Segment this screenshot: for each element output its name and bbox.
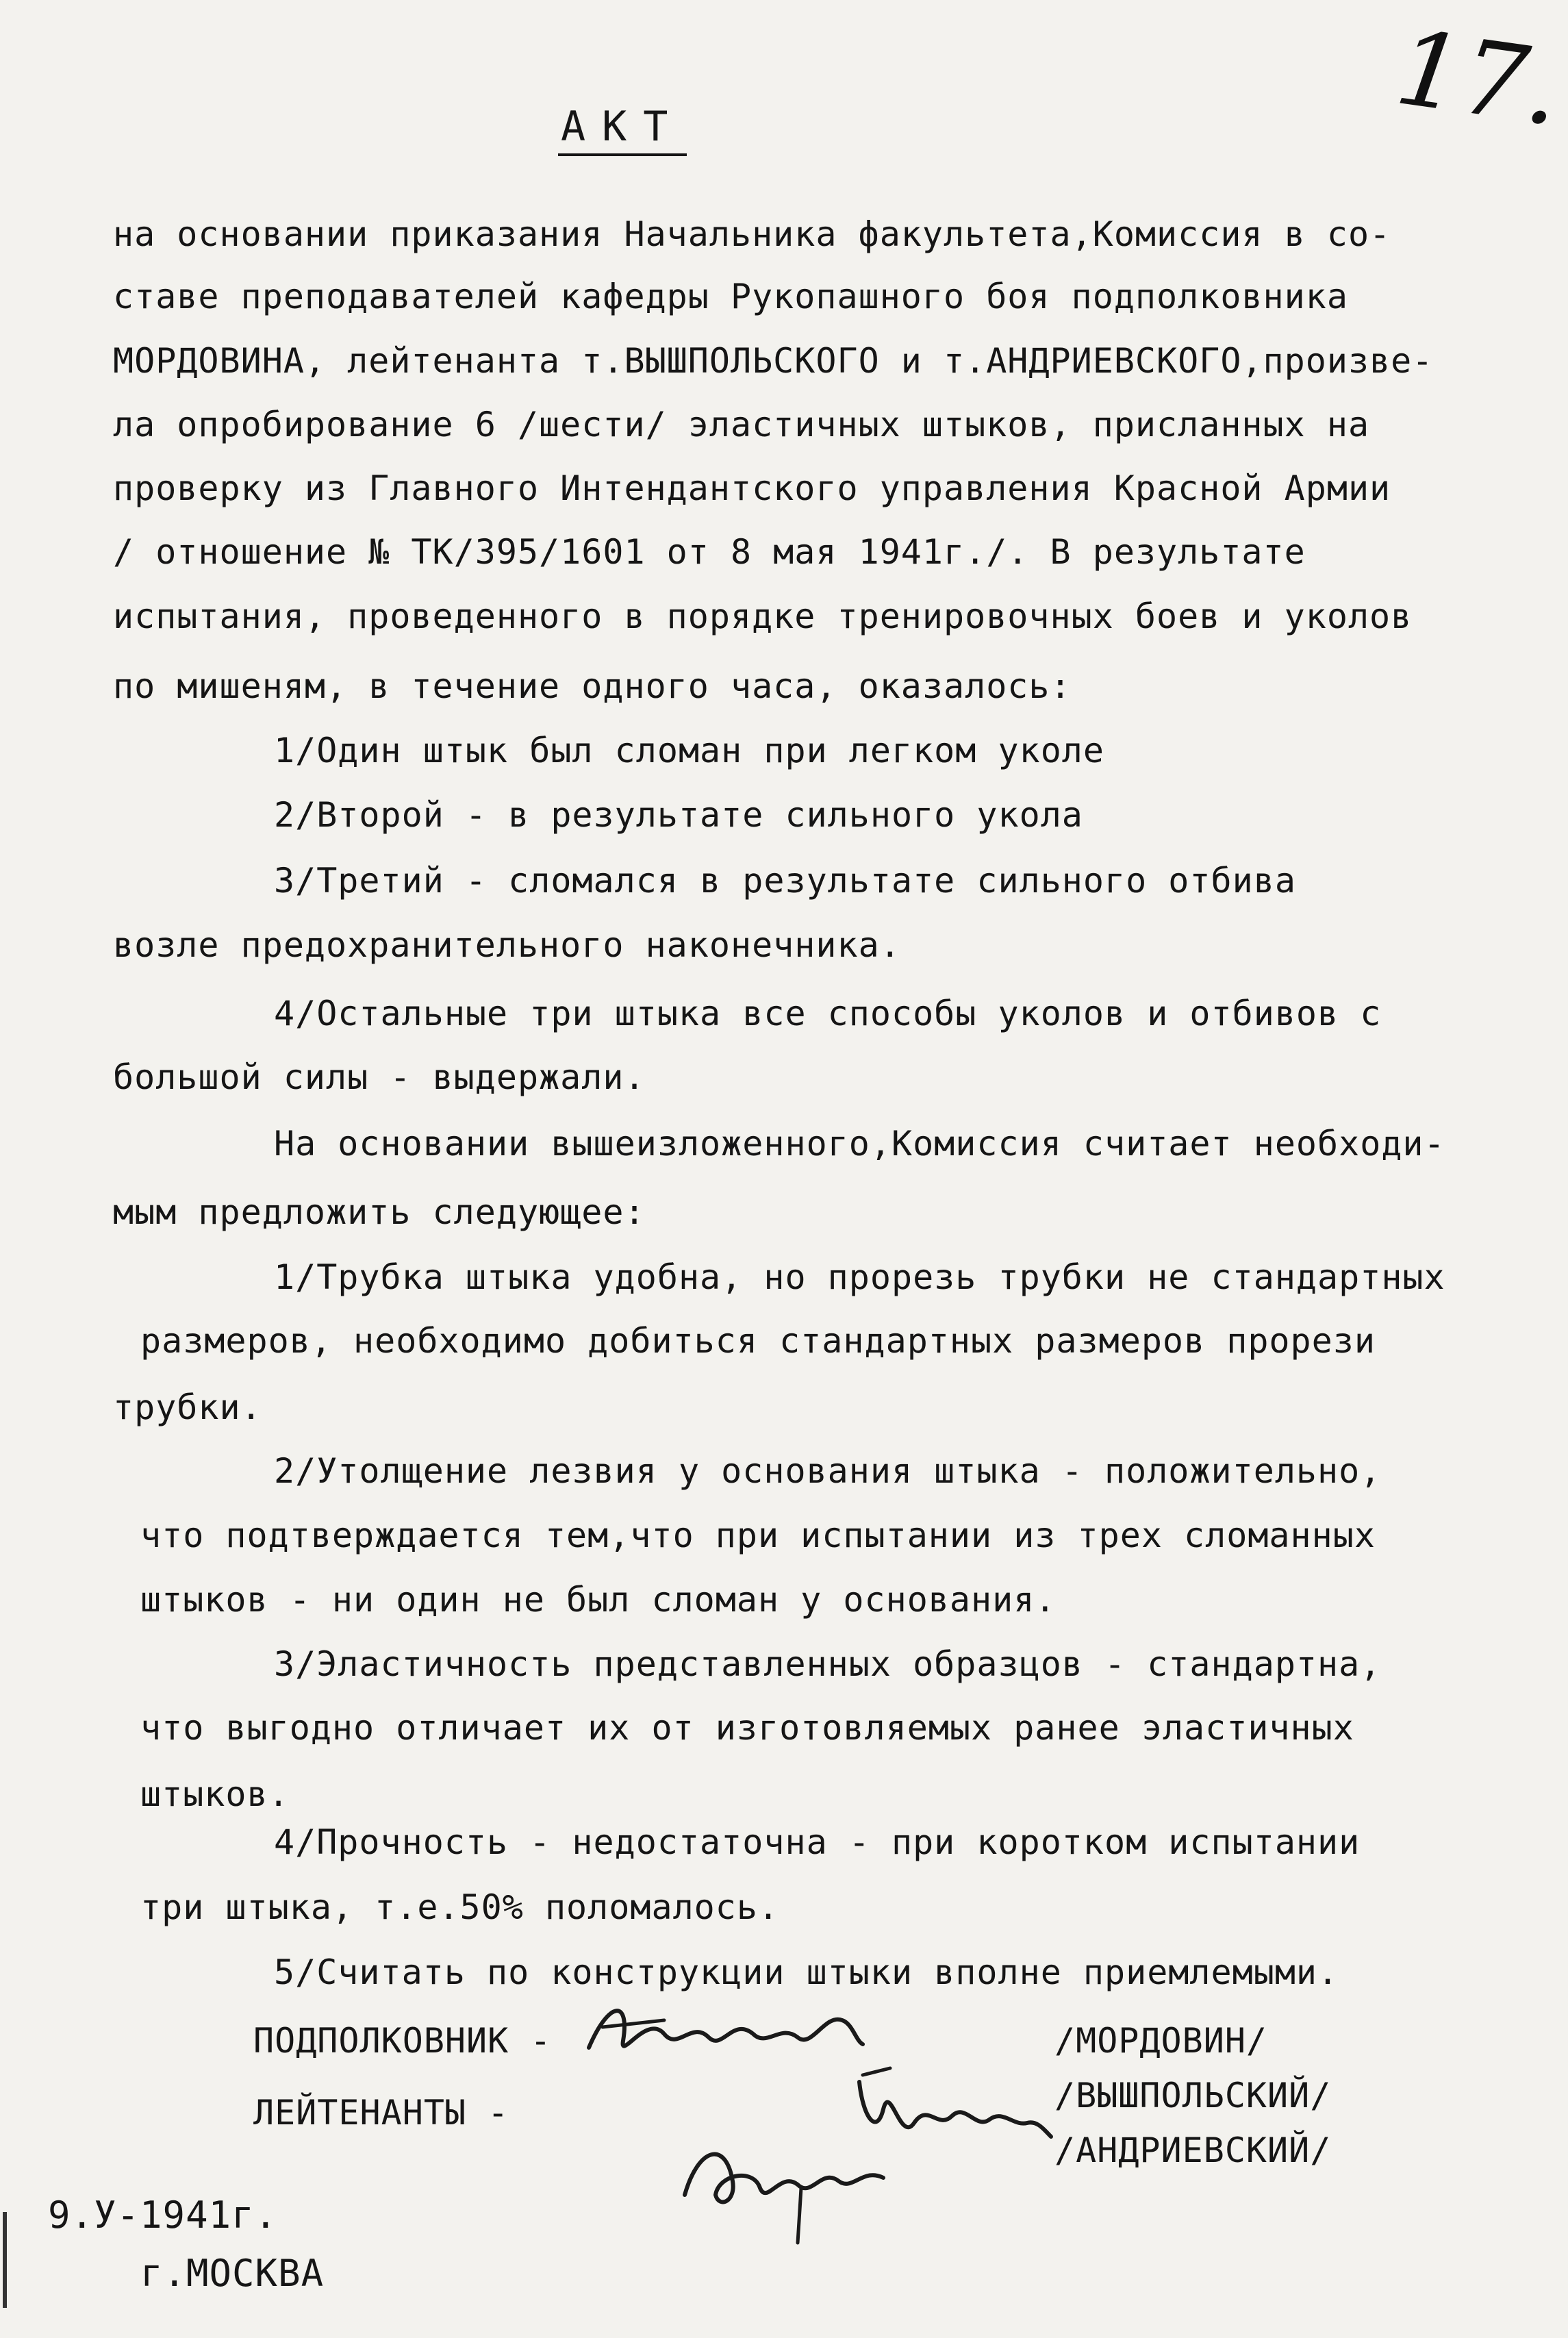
signature-rank-lieutenants: ЛЕЙТЕНАНТЫ -	[253, 2093, 509, 2133]
body-line: МОРДОВИНА, лейтенанта т.ВЫШПОЛЬСКОГО и т.АНДРИЕВСКОГО,произве-	[113, 341, 1434, 381]
body-line: / отношение № ТК/395/1601 от 8 мая 1941г./. В результате	[113, 532, 1306, 572]
proposal-item: 1/Трубка штыка удобна, но прорезь трубки не стандартных	[274, 1257, 1445, 1297]
finding-item: 4/Остальные три штыка все способы уколов и отбивов с	[274, 994, 1382, 1033]
body-line: ставе преподавателей кафедры Рукопашного боя подполковника	[113, 277, 1348, 316]
proposal-item-cont: что выгодно отличает их от изготовляемых ранее эластичных	[140, 1708, 1354, 1748]
handwritten-signature-1	[582, 1986, 870, 2075]
finding-item-cont: возле предохранительного наконечника.	[113, 925, 901, 965]
signature-rank-lt-colonel: ПОДПОЛКОВНИК -	[253, 2021, 552, 2061]
proposal-item-cont: трубки.	[113, 1387, 262, 1427]
proposal-item: 5/Считать по конструкции штыки вполне приемлемыми.	[274, 1952, 1339, 1992]
document-place: г.МОСКВА	[140, 2252, 325, 2295]
handwritten-signature-3	[678, 2120, 904, 2250]
scan-edge-mark	[3, 2212, 7, 2308]
body-line: мым предложить следующее:	[113, 1192, 646, 1232]
proposal-item: 3/Эластичность представленных образцов - стандартна,	[274, 1644, 1382, 1684]
finding-item-cont: большой силы - выдержали.	[113, 1057, 646, 1097]
proposal-item-cont: размеров, необходимо добиться стандартных размеров прорези	[140, 1321, 1376, 1361]
body-line: на основании приказания Начальника факультета,Комиссия в со-	[113, 214, 1391, 254]
signature-name-vyshpolsky: /ВЫШПОЛЬСКИЙ/	[1054, 2076, 1332, 2115]
handwritten-page-number: 17.	[1389, 8, 1568, 149]
body-line: по мишеням, в течение одного часа, оказалось:	[113, 666, 1072, 706]
body-line: проверку из Главного Интендантского управления Красной Армии	[113, 468, 1391, 508]
body-line: испытания, проведенного в порядке тренировочных боев и уколов	[113, 596, 1413, 636]
proposal-item-cont: штыков.	[140, 1774, 290, 1814]
proposal-item-cont: что подтверждается тем,что при испытании из трех сломанных	[140, 1516, 1376, 1555]
proposal-item-cont: штыков - ни один не был сломан у основания.	[140, 1580, 1057, 1620]
proposal-item-cont: три штыка, т.е.50% поломалось.	[140, 1887, 780, 1927]
document-title: АКТ	[558, 103, 687, 156]
finding-item: 1/Один штык был сломан при легком уколе	[274, 731, 1104, 770]
signature-name-mordovin: /МОРДОВИН/	[1054, 2021, 1268, 2061]
finding-item: 3/Третий - сломался в результате сильного отбива	[274, 861, 1296, 901]
body-line: На основании вышеизложенного,Комиссия считает необходи-	[274, 1124, 1445, 1164]
finding-item: 2/Второй - в результате сильного укола	[274, 795, 1083, 835]
proposal-item: 4/Прочность - недостаточна - при коротком испытании	[274, 1822, 1361, 1862]
body-line: ла опробирование 6 /шести/ эластичных штыков, присланных на	[113, 405, 1370, 444]
proposal-item: 2/Утолщение лезвия у основания штыка - положительно,	[274, 1451, 1382, 1491]
document-date: 9.У-1941г.	[48, 2194, 278, 2237]
signature-name-andrievsky: /АНДРИЕВСКИЙ/	[1054, 2130, 1332, 2170]
